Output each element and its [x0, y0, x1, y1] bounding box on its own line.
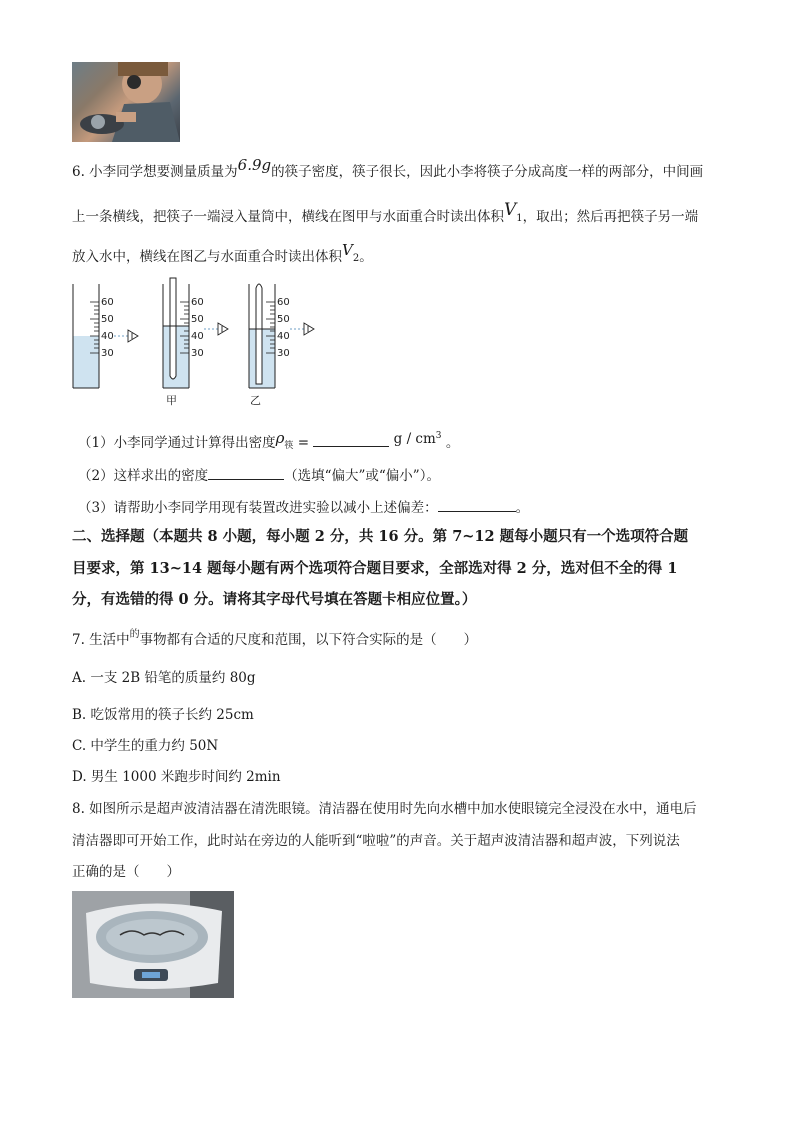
- q6-line-1: [72, 156, 704, 180]
- sub3-text: （3）请帮助小李同学用现有装置改进实验以减小上述偏差：: [78, 500, 438, 516]
- rho-subscript: 筷: [284, 440, 294, 451]
- v1-subscript: 1: [516, 212, 523, 224]
- scale-60: 60: [277, 297, 290, 308]
- sub2-text-end: （选填“偏大”或“偏小”）。: [284, 468, 440, 484]
- q8-line-3: 正确的是（ ）: [72, 864, 180, 880]
- q6-text: 的筷子密度，筷子很长，因此小李将筷子分成高度一样的两部分，中间画: [271, 164, 704, 180]
- mass-value: 6.9g: [237, 156, 272, 174]
- q6-text: 6. 小李同学想要测量质量为: [72, 164, 238, 180]
- label-jia: 甲: [166, 394, 177, 407]
- q7-small-char: 的: [129, 629, 140, 640]
- answer-blank-2[interactable]: [208, 465, 284, 480]
- chopstick-yi: [256, 284, 262, 384]
- q7-option-d[interactable]: D. 男生 1000 米跑步时间约 2min: [72, 769, 281, 785]
- v1-symbol: V: [504, 200, 517, 220]
- eye-icon: [304, 323, 314, 335]
- cylinder-jia: [163, 278, 228, 407]
- answer-blank-1[interactable]: [313, 432, 389, 447]
- q6-sub1: [78, 431, 459, 454]
- q6-sub2: [78, 464, 440, 484]
- ultrasonic-cleaner-photo: [72, 891, 234, 998]
- scale-60: 60: [101, 297, 114, 308]
- q8-line-2: 清洁器即可开始工作，此时站在旁边的人能听到“啦啦”的声音。关于超声波清洁器和超声波，下列说法: [72, 833, 680, 849]
- scale-50: 50: [277, 314, 290, 325]
- scale-50: 50: [101, 314, 114, 325]
- sub1-text: （1）小李同学通过计算得出密度: [78, 435, 276, 451]
- sub2-text: （2）这样求出的密度: [78, 468, 209, 484]
- chopstick-jia: [170, 278, 176, 379]
- scale-50: 50: [191, 314, 204, 325]
- q6-text: 。: [359, 249, 373, 265]
- q7-stem: [72, 628, 477, 648]
- sub1-end: 。: [445, 435, 460, 451]
- q7-option-c[interactable]: C. 中学生的重力约 50N: [72, 738, 219, 754]
- q7-option-a[interactable]: A. 一支 2B 铅笔的质量约 80g: [72, 670, 256, 686]
- rho-symbol: ρ: [275, 429, 285, 447]
- scale-40: 40: [277, 331, 290, 342]
- q6-text: 放入水中，横线在图乙与水面重合时读出体积: [72, 249, 342, 265]
- q6-line-3: [72, 241, 373, 268]
- label-yi: 乙: [250, 394, 261, 407]
- cylinder-yi: [249, 284, 314, 407]
- measuring-cylinder-figure: [66, 276, 336, 408]
- scale-40: 40: [191, 331, 204, 342]
- equals-sign: =: [297, 435, 310, 451]
- scale-30: 30: [277, 348, 290, 359]
- scale-30: 30: [101, 348, 114, 359]
- q7-text: 7. 生活中: [72, 632, 130, 648]
- section-heading-line-3: 分，有选错的得 0 分。请将其字母代号填在答题卡相应位置。）: [72, 591, 477, 608]
- unit-text: g / cm: [393, 431, 436, 447]
- scale-30: 30: [191, 348, 204, 359]
- q8-line-1: 8. 如图所示是超声波清洁器在清洗眼镜。清洁器在使用时先向水槽中加水使眼镜完全浸没在水中，通电后: [72, 801, 697, 817]
- eye-icon: [128, 330, 138, 342]
- q7-text: 事物都有合适的尺度和范围，以下符合实际的是（ ）: [139, 632, 478, 648]
- q6-text: ，取出；然后再把筷子另一端: [522, 209, 699, 225]
- scale-60: 60: [191, 297, 204, 308]
- section-heading-line-1: 二、选择题（本题共 8 小题，每小题 2 分，共 16 分。第 7~12 题每小题只有一个选项符合题: [72, 528, 689, 545]
- v2-subscript: 2: [352, 252, 360, 264]
- q7-option-b[interactable]: B. 吃饭常用的筷子长约 25cm: [72, 707, 254, 723]
- section-heading-line-2: 目要求，第 13~14 题每小题有两个选项符合题目要求，全部选对得 2 分，选对但不全的得 1: [72, 560, 678, 577]
- top-photo: [72, 62, 180, 142]
- eye-icon: [218, 323, 228, 335]
- q6-sub3: [78, 496, 529, 516]
- scale-40: 40: [101, 331, 114, 342]
- v2-symbol: V: [342, 241, 353, 259]
- answer-blank-3[interactable]: [438, 497, 516, 512]
- q6-line-2: [72, 200, 699, 228]
- q6-text: 上一条横线，把筷子一端浸入量筒中，横线在图甲与水面重合时读出体积: [72, 209, 504, 225]
- sub3-end: 。: [515, 500, 530, 516]
- unit-superscript: 3: [435, 430, 442, 441]
- cylinder-original: [73, 284, 138, 388]
